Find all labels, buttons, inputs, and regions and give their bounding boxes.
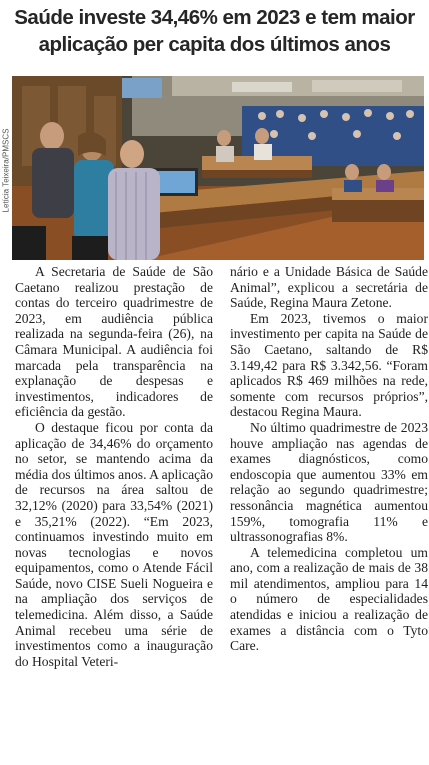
news-photo-illustration <box>12 76 424 260</box>
headline-line-1: Saúde investe 34,46% em 2023 e tem maior <box>14 6 415 29</box>
article-paragraph-continuation: nário e a Unidade Básica de Saúde Animal”, explicou a secretária de Saúde, Regina Maura Zetone. <box>230 264 428 311</box>
article-paragraph: O destaque ficou por conta da aplicação de 34,46% do orçamento no setor, se mantendo acima da média dos últimos anos. A aplicação de recursos na área saltou de 32,12% (2020) para 33,54% (2021) e 35,21% (2022). “Em 2023, continuamos investindo muito em novas tecnologias e novos equipamentos, como o Atende Fácil Saúde, novo CISE Sueli Nogueira e na ampliação dos serviços de telemedicina. Além disso, a Saúde Animal recebeu uma série de investimentos como a inauguração do Hospital Veteri- <box>15 419 213 669</box>
article-paragraph: Em 2023, tivemos o maior investimento per capita na Saúde de São Caetano, saltando de R$ 3.149,42 para R$ 3.342,56. “Foram aplicados R$ 469 milhões na rede, somente com recursos próprios”, destacou Regina Maura. <box>230 310 428 420</box>
news-photo <box>12 76 424 260</box>
article-paragraph: A Secretaria de Saúde de São Caetano realizou prestação de contas do terceiro quadrimestre de 2023, em audiência pública realizada na segunda-feira (26), na Câmara Municipal. A audiência foi marcada pela transparência na explanação de despesas e investimentos, indicadores de eficiência da gestão. <box>15 264 213 420</box>
headline <box>8 4 421 58</box>
article-paragraph: A telemedicina completou um ano, com a realização de mais de 38 mil atendimentos, ampliou para 14 o número de especialidades atendidas e iniciou a realização de exames a distância com o Tyto Care. <box>230 544 428 654</box>
photo-credit-text: Letícia Teixeira/PMSCS <box>1 128 11 213</box>
article-column-left <box>15 264 213 669</box>
article-paragraph: No último quadrimestre de 2023 houve ampliação nas agendas de exames diagnósticos, como endoscopia que aumentou 33% em relação ao segundo quadrimestre; ressonância magnética aumentou 159%, tomografia 11% e ultrassonografias 8%. <box>230 419 428 545</box>
headline-line-2: aplicação per capita dos últimos anos <box>38 33 391 56</box>
article-column-right <box>230 264 428 654</box>
photo-credit <box>0 76 12 260</box>
